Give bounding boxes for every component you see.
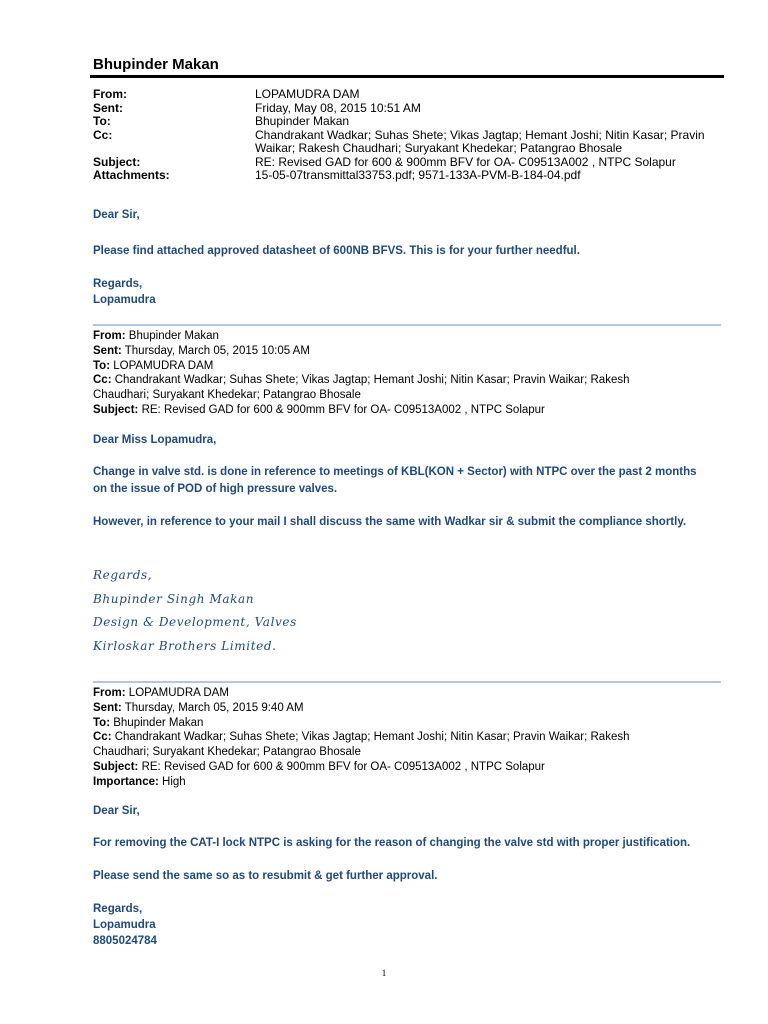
message2-subject-line: [93, 403, 733, 418]
message1-body: Please find attached approved datasheet of 600NB BFVS. This is for your further needful.: [93, 245, 580, 257]
message2-from: Bhupinder Makan: [128, 330, 219, 342]
message3-subject-line: [93, 760, 733, 775]
message2-cc-line-cont: Chaudhari; Suryakant Khedekar; Patangrao Bhosale: [93, 389, 361, 402]
message2-header: [93, 329, 733, 418]
message2-subject-label: Subject:: [93, 403, 139, 416]
message3-importance: High: [162, 775, 186, 788]
to-label: To:: [93, 114, 111, 128]
message2-to: LOPAMUDRA DAM: [113, 359, 214, 372]
header-row-subject: [93, 156, 733, 170]
message2-cc: Chandrakant Wadkar; Suhas Shete; Vikas Jagtap; Hemant Joshi; Nitin Kasar; Pravin Waikar; Rakesh: [114, 374, 630, 387]
message-separator: [93, 681, 721, 683]
title-divider: [90, 75, 724, 78]
to-value: Bhupinder Makan: [255, 114, 350, 128]
message2-sent-line: [93, 344, 733, 359]
message3-from-line: [93, 686, 733, 701]
message2-para1-line1: Change in valve std. is done in reference to meetings of KBL(KON + Sector) with NTPC over the past 2 months: [93, 466, 697, 478]
message3-subject-label: Subject:: [93, 760, 139, 773]
message3-importance-label: Importance:: [93, 775, 159, 788]
message3-importance-line: [93, 775, 733, 790]
header-row-sent: [93, 102, 733, 116]
message3-to: Bhupinder Makan: [113, 716, 204, 729]
cc-value: Chandrakant Wadkar; Suhas Shete; Vikas Jagtap; Hemant Joshi; Nitin Kasar; Pravin Waikar; Rakesh Chaudhari; Suryakant Khedekar; Patangrao Bhosale: [255, 127, 705, 155]
email-header-table: [93, 88, 733, 183]
attachments-label: Attachments:: [93, 168, 170, 182]
message3-para2: Please send the same so as to resubmit & get further approval.: [93, 870, 438, 882]
message3-header: [93, 686, 733, 790]
message3-signature: Lopamudra: [93, 919, 156, 931]
message-separator: [93, 324, 721, 326]
message2-salutation: Dear Miss Lopamudra,: [93, 434, 217, 446]
message3-from-label: From:: [93, 687, 126, 699]
message3-para1: For removing the CAT-I lock NTPC is asking for the reason of changing the valve std with proper justification.: [93, 837, 691, 849]
message3-sent-label: Sent:: [93, 701, 122, 714]
message2-cc-line: [93, 373, 733, 388]
header-row-from: [93, 88, 733, 102]
sent-value: Friday, May 08, 2015 10:51 AM: [255, 100, 421, 115]
from-value: LOPAMUDRA DAM: [255, 87, 360, 101]
message3-closing: Regards,: [93, 903, 143, 915]
sent-label: Sent:: [93, 100, 123, 115]
message1-salutation: Dear Sir,: [93, 209, 140, 221]
message3-cc: Chandrakant Wadkar; Suhas Shete; Vikas Jagtap; Hemant Joshi; Nitin Kasar; Pravin Waikar; Rakesh: [114, 731, 630, 744]
message2-sent: Thursday, March 05, 2015 10:05 AM: [124, 344, 310, 357]
header-row-attachments: [93, 169, 733, 183]
signature-name: Bhupinder Singh Makan: [93, 591, 255, 606]
message2-sent-label: Sent:: [93, 344, 122, 357]
message3-to-label: To:: [93, 716, 111, 729]
message2-para2: However, in reference to your mail I shall discuss the same with Wadkar sir & submit the compliance shortly.: [93, 516, 687, 528]
message2-cc-label: Cc:: [93, 374, 112, 387]
message1-signature: Lopamudra: [93, 294, 156, 306]
message2-subject: RE: Revised GAD for 600 & 900mm BFV for OA- C09513A002 , NTPC Solapur: [141, 403, 545, 416]
from-label: From:: [93, 87, 127, 101]
signature-company: Kirloskar Brothers Limited.: [93, 638, 277, 653]
message2-from-label: From:: [93, 330, 126, 342]
message2-to-line: [93, 359, 733, 374]
message3-salutation: Dear Sir,: [93, 805, 140, 817]
message3-from: LOPAMUDRA DAM: [128, 687, 229, 699]
message3-sent: Thursday, March 05, 2015 9:40 AM: [124, 701, 304, 714]
page-number: 1: [381, 968, 387, 978]
message3-cc-line-cont: Chaudhari; Suryakant Khedekar; Patangrao Bhosale: [93, 746, 361, 759]
attachments-value: 15-05-07transmittal33753.pdf; 9571-133A-PVM-B-184-04.pdf: [255, 168, 581, 182]
message3-to-line: [93, 716, 733, 731]
header-row-cc: [93, 129, 733, 156]
message3-subject: RE: Revised GAD for 600 & 900mm BFV for OA- C09513A002 , NTPC Solapur: [141, 760, 545, 773]
message2-para1-line2: on the issue of POD of high pressure valves.: [93, 483, 338, 495]
message3-sent-line: [93, 701, 733, 716]
message2-from-line: [93, 329, 733, 344]
message2-to-label: To:: [93, 359, 111, 372]
subject-value: RE: Revised GAD for 600 & 900mm BFV for OA- C09513A002 , NTPC Solapur: [255, 154, 676, 169]
message3-cc-label: Cc:: [93, 731, 112, 744]
message2-signature-block: [93, 564, 733, 658]
signature-regards: Regards,: [93, 568, 153, 582]
subject-label: Subject:: [93, 154, 141, 169]
message1-closing: Regards,: [93, 278, 143, 290]
signature-department: Design & Development, Valves: [93, 615, 297, 630]
header-row-to: [93, 115, 733, 129]
mailbox-owner-name: Bhupinder Makan: [93, 56, 219, 73]
cc-label: Cc:: [93, 127, 113, 142]
message3-phone: 8805024784: [93, 935, 157, 947]
message3-cc-line: [93, 730, 733, 745]
